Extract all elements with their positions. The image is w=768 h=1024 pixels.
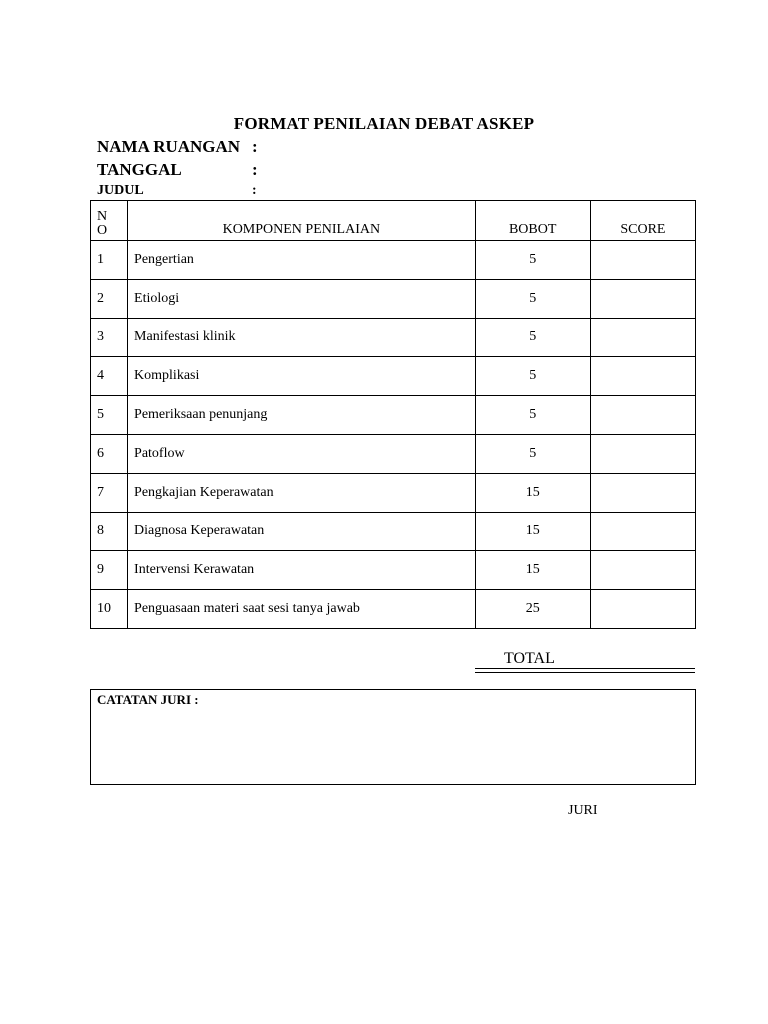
catatan-juri-label: CATATAN JURI : [97,692,199,707]
row-no: 4 [91,357,128,396]
row-score-cell[interactable] [590,357,695,396]
header-komponen: KOMPONEN PENILAIAN [128,201,476,241]
field-nama-ruangan-sep: : [252,137,258,156]
table-row [91,396,696,435]
row-komponen: Patoflow [128,434,476,473]
table-row [91,551,696,590]
table-row [91,357,696,396]
header-no-line1: N [97,209,108,224]
field-tanggal [97,160,258,180]
field-judul-label: JUDUL [97,183,144,198]
row-bobot: 5 [475,396,590,435]
row-bobot: 5 [475,279,590,318]
row-no: 5 [91,396,128,435]
row-komponen: Etiologi [128,279,476,318]
row-komponen: Pengertian [128,241,476,280]
field-tanggal-sep: : [252,160,258,179]
row-score-cell[interactable] [590,551,695,590]
header-no-line2: O [97,223,108,238]
row-komponen: Diagnosa Keperawatan [128,512,476,551]
catatan-juri-box[interactable] [90,689,696,785]
row-komponen: Pengkajian Keperawatan [128,473,476,512]
row-komponen: Pemeriksaan penunjang [128,396,476,435]
row-bobot: 5 [475,318,590,357]
row-no: 1 [91,241,128,280]
row-komponen: Manifestasi klinik [128,318,476,357]
row-no: 8 [91,512,128,551]
total-label: TOTAL [504,650,555,667]
scoring-table [90,200,696,629]
row-komponen: Intervensi Kerawatan [128,551,476,590]
juri-signature-label: JURI [568,803,598,818]
table-row [91,590,696,629]
row-bobot: 5 [475,241,590,280]
row-bobot: 5 [475,434,590,473]
row-score-cell[interactable] [590,279,695,318]
table-header-row [91,201,696,241]
header-score: SCORE [590,201,695,241]
row-score-cell[interactable] [590,434,695,473]
header-no [91,201,128,241]
row-no: 6 [91,434,128,473]
row-bobot: 15 [475,512,590,551]
row-score-cell[interactable] [590,512,695,551]
document-title: FORMAT PENILAIAN DEBAT ASKEP [233,114,535,133]
row-komponen: Komplikasi [128,357,476,396]
row-no: 3 [91,318,128,357]
row-no: 9 [91,551,128,590]
field-nama-ruangan-label: NAMA RUANGAN [97,137,241,156]
field-judul-sep: : [252,183,257,198]
row-score-cell[interactable] [590,473,695,512]
row-score-cell[interactable] [590,241,695,280]
field-tanggal-label: TANGGAL [97,160,182,179]
row-no: 10 [91,590,128,629]
table-row [91,318,696,357]
field-judul [97,183,257,199]
table-row [91,473,696,512]
row-score-cell[interactable] [590,590,695,629]
table-row [91,279,696,318]
table-row [91,512,696,551]
row-score-cell[interactable] [590,396,695,435]
row-score-cell[interactable] [590,318,695,357]
row-bobot: 15 [475,473,590,512]
row-komponen: Penguasaan materi saat sesi tanya jawab [128,590,476,629]
row-no: 7 [91,473,128,512]
total-double-underline [475,668,695,673]
table-row [91,241,696,280]
row-bobot: 25 [475,590,590,629]
row-no: 2 [91,279,128,318]
row-bobot: 15 [475,551,590,590]
header-bobot: BOBOT [475,201,590,241]
field-nama-ruangan [97,137,258,157]
table-row [91,434,696,473]
row-bobot: 5 [475,357,590,396]
